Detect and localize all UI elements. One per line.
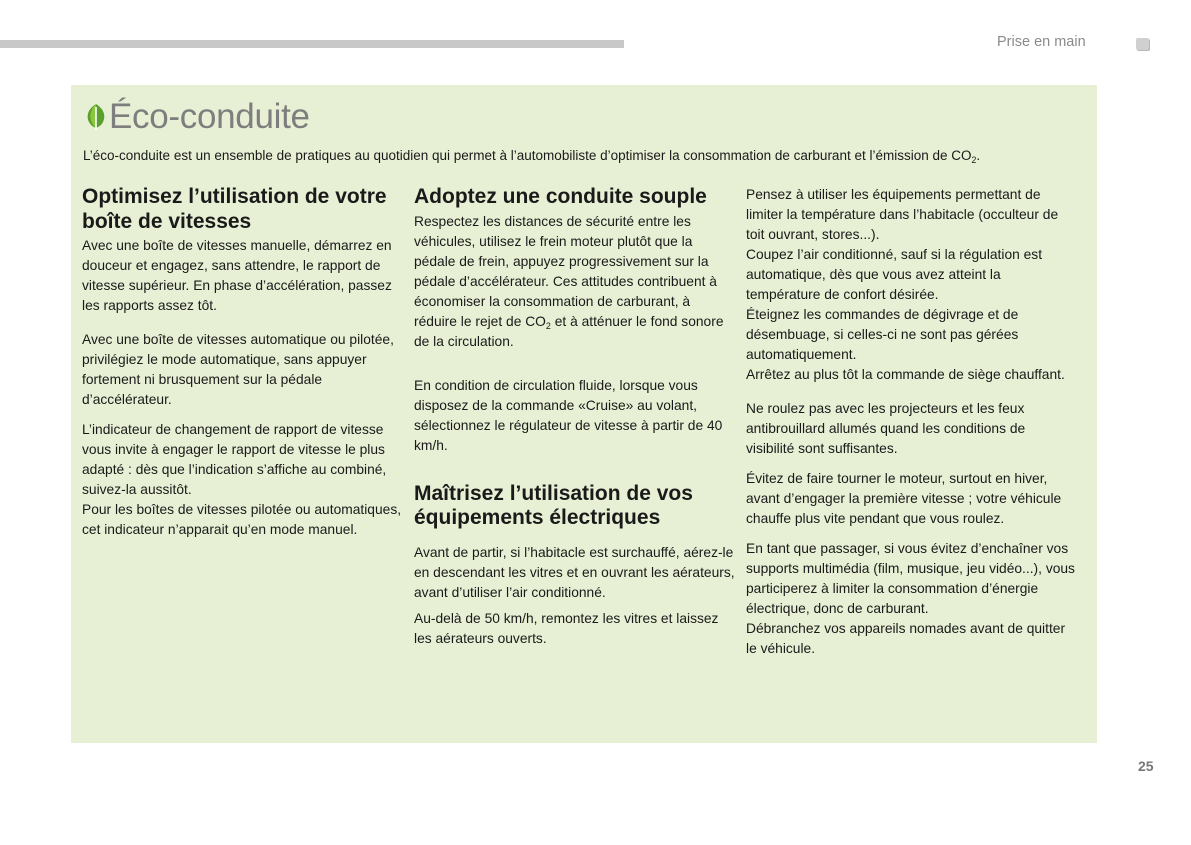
tips-paragraph-3: Éteignez les commandes de dégivrage et de désembuage, si celles-ci ne sont pas gérées automatiquement.: [746, 307, 1019, 362]
column-gearbox: [82, 185, 402, 540]
leaf-icon: [85, 103, 107, 131]
gearbox-heading: Optimisez l’utilisation de votre boîte de vitesses: [82, 185, 387, 233]
intro-text: [83, 147, 1093, 165]
smooth-driving-paragraph: [414, 212, 736, 352]
intro-end: .: [976, 148, 981, 163]
cruise-paragraph: En condition de circulation fluide, lorsque vous disposez de la commande «Cruise» au volant, sélectionnez le régulateur de vitesse à partir de 40 km/h.: [414, 377, 723, 453]
column-smooth-driving: [414, 185, 736, 649]
page-title: Éco-conduite: [109, 97, 310, 136]
column-equipment-tips: [746, 185, 1076, 659]
eco-driving-panel: [71, 85, 1097, 743]
gearbox-automatic-paragraph: Avec une boîte de vitesses automatique ou pilotée, privilégiez le mode automatique, sans appuyer fortement ni brusquement sur la pédale d’accélérateur.: [82, 332, 394, 407]
title-row: [85, 95, 310, 139]
smooth-driving-subscript: 2: [545, 320, 551, 331]
intro-subscript: 2: [971, 155, 977, 166]
tips-paragraph-8: Débranchez vos appareils nomades avant de quitter le véhicule.: [746, 621, 1066, 656]
tips-paragraph-2: Coupez l’air conditionné, sauf si la régulation est automatique, dès que vous avez atteint la température de confort désirée.: [746, 247, 1043, 302]
page-corner-icon: [1136, 38, 1149, 50]
gearbox-indicator-note: Pour les boîtes de vitesses pilotée ou automatiques, cet indicateur n’apparait qu’en mode manuel.: [82, 502, 402, 537]
tips-paragraph-6: Évitez de faire tourner le moteur, surtout en hiver, avant d’engager la première vitesse ; votre véhicule chauffe plus vite pendant que vous roulez.: [746, 471, 1062, 526]
header-rule: [0, 40, 624, 48]
section-label: Prise en main: [997, 34, 1086, 50]
electrical-heading: Maîtrisez l’utilisation de vos équipements électriques: [414, 481, 693, 529]
tips-paragraph-7: En tant que passager, si vous évitez d’enchaîner vos supports multimédia (film, musique, jeu vidéo...), vous participerez à limiter la consommation d’énergie électrique, donc de carburant.: [746, 541, 1075, 616]
gearbox-manual-paragraph: Avec une boîte de vitesses manuelle, démarrez en douceur et engagez, sans attendre, le rapport de vitesse supérieur. En phase d’accélération, passez les rapports assez tôt.: [82, 238, 392, 313]
electrical-paragraph-1: Avant de partir, si l’habitacle est surchauffé, aérez-le en descendant les vitres et en ouvrant les aérateurs, avant d’utiliser l’air conditionné.: [414, 544, 735, 600]
tips-paragraph-5: Ne roulez pas avec les projecteurs et les feux antibrouillard allumés quand les conditions de visibilité sont suffisantes.: [746, 401, 1026, 456]
smooth-driving-heading: Adoptez une conduite souple: [414, 185, 707, 208]
tips-paragraph-4: Arrêtez au plus tôt la commande de siège chauffant.: [746, 367, 1065, 382]
gearbox-indicator-paragraph: L’indicateur de changement de rapport de vitesse vous invite à engager le rapport de vitesse le plus adapté : dès que l’indication s’affiche au combiné, suivez-la aussitôt.: [82, 422, 387, 497]
electrical-paragraph-2: Au-delà de 50 km/h, remontez les vitres et laissez les aérateurs ouverts.: [414, 610, 719, 646]
smooth-driving-text-end: et à atténuer le fond sonore de la circulation.: [414, 313, 724, 349]
page-number: 25: [1138, 758, 1154, 774]
intro-body: L’éco-conduite est un ensemble de pratiques au quotidien qui permet à l’automobiliste d’optimiser la consommation de carburant et l’émission de CO: [83, 148, 972, 163]
tips-paragraph-1: Pensez à utiliser les équipements permettant de limiter la température dans l’habitacle (occulteur de toit ouvrant, stores...).: [746, 187, 1059, 242]
smooth-driving-text: Respectez les distances de sécurité entre les véhicules, utilisez le frein moteur plutôt que la pédale de frein, appuyez progressivement sur la pédale d’accélérateur. Ces attitudes contribuent à économiser la consommation de carburant, à réduire le rejet de CO: [414, 213, 717, 329]
